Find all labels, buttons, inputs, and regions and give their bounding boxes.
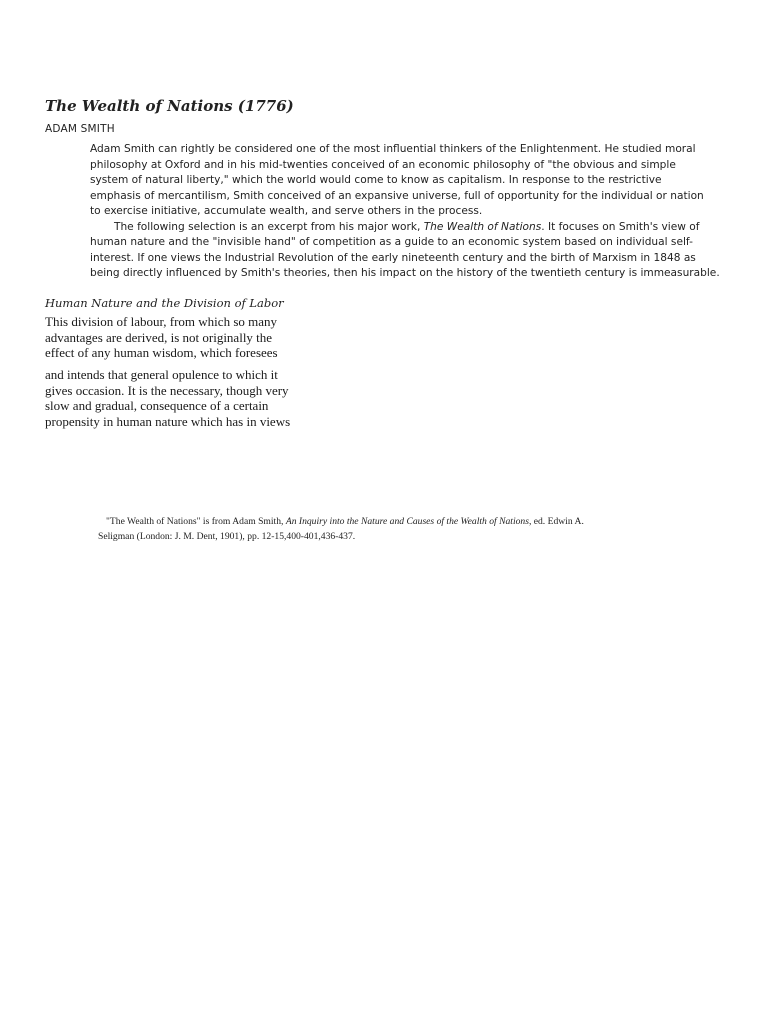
footnote-text-run: , ed. Edwin A. [528,516,584,527]
intro-line: emphasis of mercantilism, Smith conceived of an expansive universe, full of opportunity for the individual or nation [90,189,704,202]
source-book-title: An Inquiry into the Nature and Causes of the Wealth of Nations [285,516,529,527]
intro-line: interest. If one views the Industrial Revolution of the early nineteenth century and the birth of Marxism in 1848 as [90,251,696,264]
footnote-text-run: "The Wealth of Nations" is from Adam Smith, [106,516,286,527]
work-title: The Wealth of Nations [423,220,542,233]
intro-line: philosophy at Oxford and in his mid-twenties conceived of an economic philosophy of "the obvious and simple [90,158,676,171]
document-title: The Wealth of Nations (1776) [45,97,294,115]
footnote-line: Seligman (London: J. M. Dent, 1901), pp. 12-15,400-401,436-437. [98,530,356,542]
intro-line: being directly influenced by Smith's theories, then his impact on the history of the twentieth century is immeasurable. [90,267,720,279]
intro-text-run: . It focuses on Smith's view of [541,220,700,233]
body-line: and intends that general opulence to which it [45,367,278,382]
intro-line: to exercise initiative, accumulate wealth, and serve others in the process. [90,205,483,217]
body-line: propensity in human nature which has in views [45,413,291,429]
intro-text-run: The following selection is an excerpt from his major work, [114,220,424,233]
intro-line: Adam Smith can rightly be considered one of the most influential thinkers of the Enlightenment. He studied moral [90,143,696,155]
body-line: effect of any human wisdom, which foresees [45,345,278,360]
section-heading: Human Nature and the Division of Labor [45,296,284,310]
body-line: slow and gradual, consequence of a certain [45,398,269,413]
source-footnote [98,515,658,544]
body-text-block [45,314,315,361]
body-line: advantages are derived, is not originally the [45,329,273,345]
intro-line: system of natural liberty," which the world would come to know as capitalism. In response to the restrictive [90,174,662,186]
intro-line: human nature and the "invisible hand" of competition as a guide to an economic system based on individual self- [90,236,693,248]
body-text-block [45,367,315,429]
author-name: ADAM SMITH [45,123,115,135]
intro-text [90,142,720,282]
body-line: gives occasion. It is the necessary, though very [45,382,289,398]
body-line: This division of labour, from which so many [45,314,278,329]
intro-line [90,220,700,236]
footnote-line [98,515,658,530]
